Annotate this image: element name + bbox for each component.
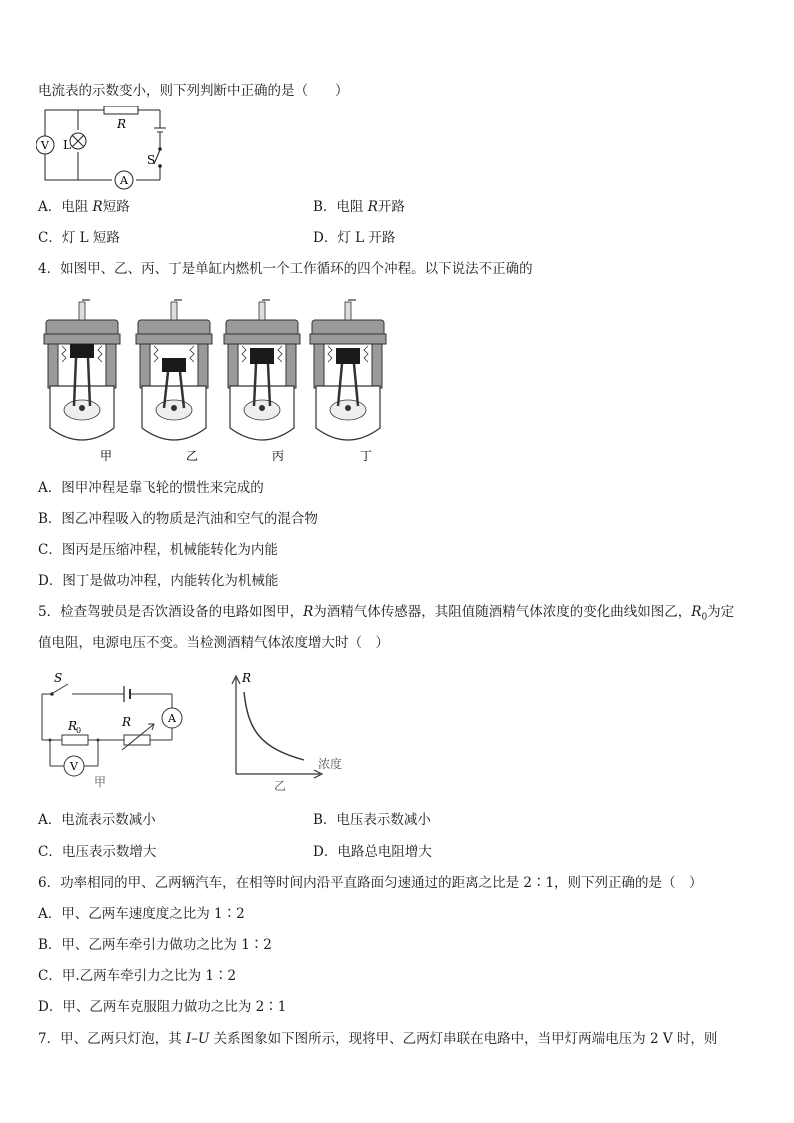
figure-jia-caption: 甲 (94, 775, 107, 788)
figure-yi-caption: 乙 (274, 779, 287, 793)
q5-stem: 5．检查驾驶员是否饮酒设备的电路如图甲，R为酒精气体传感器，其阻值随酒精气体浓度的变化曲线如图乙，$R_0$为定 (38, 604, 735, 623)
ammeter-label: A (168, 712, 176, 725)
q5-option-b[interactable]: B．电压表示数减小 (313, 812, 431, 828)
q3-option-d[interactable]: D．灯 L 开路 (313, 230, 396, 246)
switch-label: S (147, 153, 156, 167)
lamp-label: L (63, 138, 71, 152)
q3-option-a[interactable]: A．电阻 R短路 (38, 199, 130, 215)
q4-stem: 4．如图甲、乙、丙、丁是单缸内燃机一个工作循环的四个冲程。以下说法不正确的 (38, 261, 533, 277)
r0-subscript: 0 (76, 726, 82, 735)
q5-stem-line2: 值电阻，电源电压不变。当检测酒精气体浓度增大时（ ） (38, 635, 389, 651)
q3-stem: 电流表的示数变小，则下列判断中正确的是（ ） (38, 83, 349, 99)
q4-option-d[interactable]: D．图丁是做功冲程，内能转化为机械能 (38, 573, 279, 589)
q6-option-d[interactable]: D．甲、乙两车克服阻力做功之比为 2∶1 (38, 999, 287, 1015)
q3-option-b[interactable]: B．电阻 R开路 (313, 199, 405, 215)
ammeter-label: A (120, 174, 128, 187)
q5-option-d[interactable]: D．电路总电阻增大 (313, 844, 432, 860)
q6-stem: 6．功率相同的甲、乙两辆汽车，在相等时间内沿平直路面匀速通过的距离之比是 2∶1，则下列正确的是（ ） (38, 875, 703, 891)
sensor-r-label: R (122, 715, 132, 729)
q5-circuit-diagram (36, 668, 196, 788)
engine-label-bing: 丙 (272, 449, 285, 463)
q3-circuit-diagram (36, 106, 166, 190)
q6-option-c[interactable]: C．甲.乙两车牵引力之比为 1∶2 (38, 968, 237, 984)
r0-label: R (68, 719, 78, 733)
q5-resistance-concentration-graph (226, 668, 356, 794)
q5-option-c[interactable]: C．电压表示数增大 (38, 844, 157, 860)
graph-y-axis-label: R (242, 671, 252, 685)
q4-option-b[interactable]: B．图乙冲程吸入的物质是汽油和空气的混合物 (38, 511, 318, 527)
graph-x-axis-label: 浓度 (318, 757, 343, 771)
switch-label: S (54, 671, 63, 685)
q6-option-a[interactable]: A．甲、乙两车速度度之比为 1∶2 (38, 906, 245, 922)
q7-stem: 7．甲、乙两只灯泡，其 I–U 关系图象如下图所示，现将甲、乙两灯串联在电路中，当甲灯两端电压为 2 V 时，则 (38, 1031, 718, 1047)
resistor-label: R (117, 117, 127, 131)
q4-option-c[interactable]: C．图丙是压缩冲程，机械能转化为内能 (38, 542, 278, 558)
q6-option-b[interactable]: B．甲、乙两车牵引力做功之比为 1∶2 (38, 937, 272, 953)
q3-option-c[interactable]: C．灯 L 短路 (38, 230, 120, 246)
q4-engine-strokes-figure (40, 290, 400, 470)
q5-option-a[interactable]: A．电流表示数减小 (38, 812, 156, 828)
engine-label-jia: 甲 (100, 449, 113, 463)
q4-option-a[interactable]: A．图甲冲程是靠飞轮的惯性来完成的 (38, 480, 264, 496)
voltmeter-label: V (41, 139, 49, 152)
engine-label-ding: 丁 (360, 449, 373, 463)
engine-label-yi: 乙 (186, 449, 199, 463)
voltmeter-label: V (70, 760, 78, 773)
